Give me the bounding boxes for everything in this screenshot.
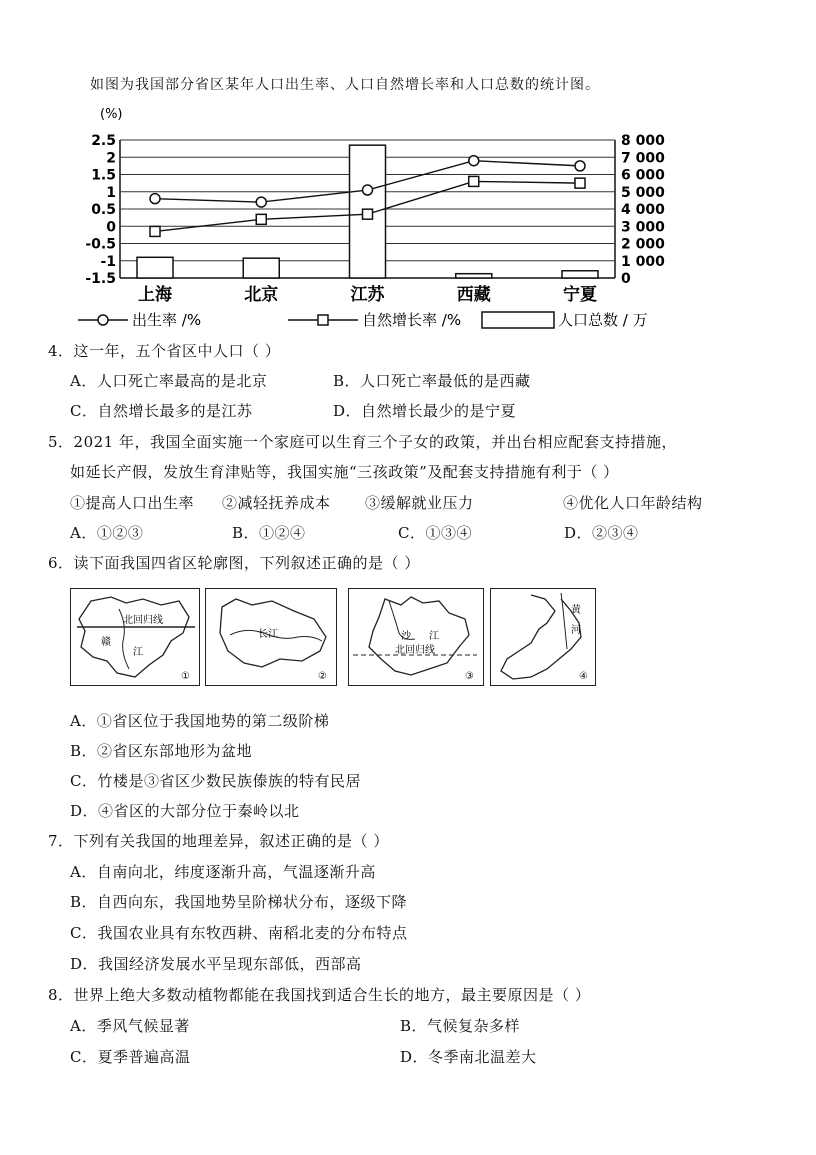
birth-rate-point: [469, 156, 479, 166]
svg-text:长江: 长江: [258, 629, 278, 640]
right-tick-label: 3 000: [621, 219, 665, 236]
legend-total-marker: [482, 312, 554, 328]
right-tick-label: 2 000: [621, 236, 665, 253]
left-tick-label: -0.5: [85, 236, 116, 253]
q4-option-a: A．人口死亡率最高的是北京: [70, 372, 268, 390]
svg-text:赣: 赣: [101, 637, 111, 648]
svg-text:河: 河: [571, 625, 581, 636]
legend-birth-label: 出生率 /%: [132, 311, 202, 329]
svg-text:沙: 沙: [401, 631, 411, 642]
legend-total-label: 人口总数 / 万: [558, 311, 648, 329]
province-map-2: [205, 588, 337, 686]
growth-rate-point: [150, 226, 160, 236]
q7-stem: 7．下列有关我国的地理差异，叙述正确的是（ ）: [48, 832, 389, 850]
legend-growth-label: 自然增长率 /%: [362, 311, 462, 329]
q8-option-c: C．夏季普遍高温: [70, 1048, 191, 1066]
right-tick-label: 0: [621, 271, 631, 287]
category-label: 西藏: [456, 285, 491, 305]
left-tick-label: 2: [106, 150, 116, 167]
q6-option-a: A．①省区位于我国地势的第二级阶梯: [70, 712, 330, 730]
province-outline-3: [349, 589, 483, 685]
q4-option-b: B．人口死亡率最低的是西藏: [333, 372, 531, 390]
q5-option-c: C．①③④: [398, 524, 472, 542]
q5-statement-1: ①提高人口出生率: [70, 494, 195, 512]
q5-option-b: B．①②④: [232, 524, 306, 542]
left-tick-label: 0: [106, 219, 116, 236]
right-tick-label: 1 000: [621, 253, 665, 270]
province-outline-1: [71, 589, 199, 685]
category-label: 北京: [244, 285, 279, 305]
province-map-1: [70, 588, 200, 686]
q5-stem-line1: 5．2021 年，我国全面实施一个家庭可以生育三个子女的政策，并出台相应配套支持措施，: [48, 433, 677, 451]
legend-growth-marker: [318, 315, 328, 325]
bar-北京: [243, 258, 279, 278]
category-label: 上海: [138, 285, 172, 305]
q4-option-c: C．自然增长最多的是江苏: [70, 402, 253, 420]
province-map-4: [490, 588, 596, 686]
left-tick-label: 0.5: [91, 202, 116, 218]
right-tick-label: 4 000: [621, 202, 665, 218]
q8-stem: 8．世界上绝大多数动植物都能在我国找到适合生长的地方，最主要原因是（ ）: [48, 986, 591, 1004]
svg-text:江: 江: [429, 631, 439, 642]
svg-text:黄: 黄: [571, 605, 581, 616]
chart-legend: [70, 306, 690, 334]
legend-birth-marker: [98, 315, 108, 325]
right-tick-label: 5 000: [621, 184, 665, 201]
q6-option-b: B．②省区东部地形为盆地: [70, 742, 253, 760]
q7-option-d: D．我国经济发展水平呈现东部低，西部高: [70, 955, 362, 973]
right-tick-label: 7 000: [621, 150, 665, 167]
q5-statement-4: ④优化人口年龄结构: [563, 494, 703, 512]
q7-option-c: C．我国农业具有东牧西耕、南稻北麦的分布特点: [70, 924, 408, 942]
q7-option-a: A．自南向北，纬度逐渐升高，气温逐渐升高: [70, 863, 376, 881]
svg-text:①: ①: [181, 671, 190, 682]
svg-text:北回归线: 北回归线: [123, 615, 163, 626]
birth-rate-point: [150, 194, 160, 204]
growth-rate-point: [575, 178, 585, 188]
bar-西藏: [456, 274, 492, 278]
svg-text:②: ②: [318, 671, 327, 682]
birth-rate-point: [575, 161, 585, 171]
growth-rate-point: [363, 209, 373, 219]
svg-text:③: ③: [465, 671, 474, 682]
province-outline-4: [491, 589, 595, 685]
left-tick-label: -1.5: [85, 271, 116, 287]
category-label: 江苏: [350, 285, 385, 305]
q5-option-d: D．②③④: [564, 524, 639, 542]
bar-宁夏: [562, 271, 598, 278]
q6-option-d: D．④省区的大部分位于秦岭以北: [70, 802, 300, 820]
q6-stem: 6．读下面我国四省区轮廓图，下列叙述正确的是（ ）: [48, 554, 420, 572]
q4-option-d: D．自然增长最少的是宁夏: [333, 402, 517, 420]
birth-rate-point: [363, 185, 373, 195]
province-map-3: [348, 588, 484, 686]
svg-text:北回归线: 北回归线: [395, 645, 435, 656]
q5-statement-3: ③缓解就业压力: [365, 494, 474, 512]
province-outline-2: [206, 589, 336, 685]
q5-statement-2: ②减轻抚养成本: [222, 494, 331, 512]
growth-rate-point: [469, 176, 479, 186]
growth-rate-point: [256, 214, 266, 224]
q8-option-a: A．季风气候显著: [70, 1017, 190, 1035]
q6-option-c: C．竹楼是③省区少数民族傣族的特有民居: [70, 772, 361, 790]
svg-text:④: ④: [579, 671, 588, 682]
chart-intro: 如图为我国部分省区某年人口出生率、人口自然增长率和人口总数的统计图。: [90, 77, 600, 93]
q7-option-b: B．自西向东，我国地势呈阶梯状分布，逐级下降: [70, 893, 408, 911]
left-tick-label: 2.5: [91, 133, 116, 149]
left-tick-label: -1: [100, 253, 116, 270]
q8-option-d: D．冬季南北温差大: [400, 1048, 537, 1066]
q5-stem-line2: 如延长产假，发放生育津贴等，我国实施“三孩政策”及配套支持措施有利于（ ）: [70, 463, 619, 481]
svg-text:江: 江: [133, 647, 143, 658]
q4-stem: 4．这一年，五个省区中人口（ ）: [48, 342, 281, 360]
left-tick-label: 1: [106, 184, 116, 201]
q8-option-b: B．气候复杂多样: [400, 1017, 521, 1035]
right-tick-label: 8 000: [621, 133, 665, 149]
birth-rate-point: [256, 197, 266, 207]
bar-上海: [137, 257, 173, 278]
population-chart: [60, 100, 700, 330]
left-axis-unit: (%): [100, 107, 123, 122]
left-tick-label: 1.5: [91, 167, 116, 184]
right-tick-label: 6 000: [621, 167, 665, 184]
q5-option-a: A．①②③: [70, 524, 144, 542]
category-label: 宁夏: [563, 285, 597, 305]
